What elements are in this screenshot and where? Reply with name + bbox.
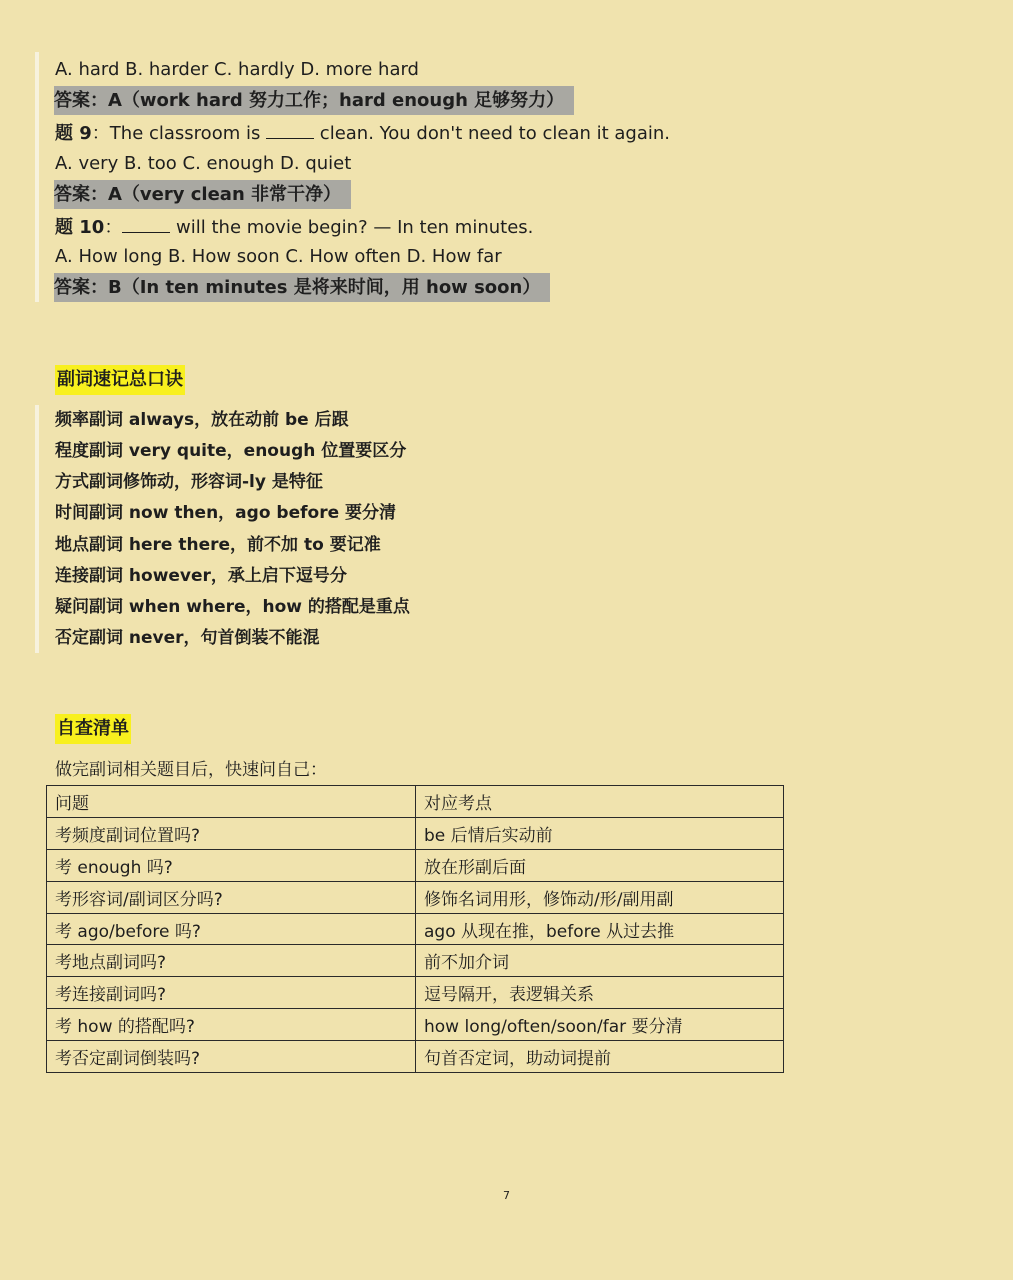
q10-answer: 答案：B（In ten minutes 是将来时间，用 how soon） [54,273,550,302]
q10-label: 题 10 [55,217,105,238]
mnemonic-line: 疑问副词 when where，how 的搭配是重点 [55,597,410,617]
table-row [47,1041,784,1073]
q10-blank [122,214,170,233]
mnemonic-line: 地点副词 here there，前不加 to 要记准 [55,535,381,555]
q9-blank [266,120,314,139]
table-cell: 考 ago/before 吗? [47,913,416,945]
mnemonic-line: 连接副词 however，承上启下逗号分 [55,566,347,586]
table-row [47,945,784,977]
q9-question [55,120,670,146]
q9-options: A. very B. too C. enough D. quiet [55,153,352,174]
q8-options: A. hard B. harder C. hardly D. more hard [55,59,419,80]
checklist-table [46,785,784,1073]
mnemonic-line: 否定副词 never，句首倒装不能混 [55,628,320,648]
table-cell: 考形容词/副词区分吗? [47,881,416,913]
table-cell: ago 从现在推，before 从过去推 [416,913,784,945]
quote-bar-top [35,52,39,302]
table-header-cell: 问题 [47,786,416,818]
table-cell: 考连接副词吗? [47,977,416,1009]
mnemonic-line: 频率副词 always，放在动前 be 后跟 [55,410,349,430]
q9-answer: 答案：A（very clean 非常干净） [54,180,351,209]
table-cell: 放在形副后面 [416,849,784,881]
table-cell: 修饰名词用形，修饰动/形/副用副 [416,881,784,913]
table-cell: be 后情后实动前 [416,817,784,849]
q10-answer-line [55,276,550,300]
mnemonic-line: 程度副词 very quite，enough 位置要区分 [55,441,407,461]
table-row [47,849,784,881]
mnemonic-line: 时间副词 now then，ago before 要分清 [55,503,397,523]
q8-answer-line [55,89,574,113]
table-row [47,817,784,849]
page-number: 7 [503,1189,510,1202]
checklist-title: 自查清单 [55,714,131,744]
table-cell: 句首否定词，助动词提前 [416,1041,784,1073]
q9-label: 题 9 [55,123,92,144]
table-cell: 考否定副词倒装吗? [47,1041,416,1073]
mnemonic-line: 方式副词修饰动，形容词-ly 是特征 [55,472,323,492]
q10-text-after: will the movie begin? — In ten minutes. [170,217,534,238]
table-cell: 考频度副词位置吗? [47,817,416,849]
mnemonic-title: 副词速记总口诀 [55,365,185,395]
q10-question [55,214,533,240]
q8-answer: 答案：A（work hard 努力工作；hard enough 足够努力） [54,86,574,115]
table-row [47,977,784,1009]
table-row [47,881,784,913]
table-row [47,913,784,945]
table-row [47,1009,784,1041]
table-cell: how long/often/soon/far 要分清 [416,1009,784,1041]
table-cell: 逗号隔开，表逻辑关系 [416,977,784,1009]
table-cell: 考 how 的搭配吗? [47,1009,416,1041]
q9-text: ：The classroom is [91,123,267,144]
table-header-cell: 对应考点 [416,786,784,818]
table-cell: 前不加介词 [416,945,784,977]
checklist-intro: 做完副词相关题目后，快速问自己： [55,760,327,780]
quote-bar-mnemonic [35,405,39,653]
table-header-row [47,786,784,818]
q9-text-after: clean. You don't need to clean it again. [314,123,670,144]
table-cell: 考地点副词吗? [47,945,416,977]
table-cell: 考 enough 吗? [47,849,416,881]
q10-text: ： [104,217,123,238]
q10-options: A. How long B. How soon C. How often D. How far [55,246,502,267]
q9-answer-line [55,183,351,207]
